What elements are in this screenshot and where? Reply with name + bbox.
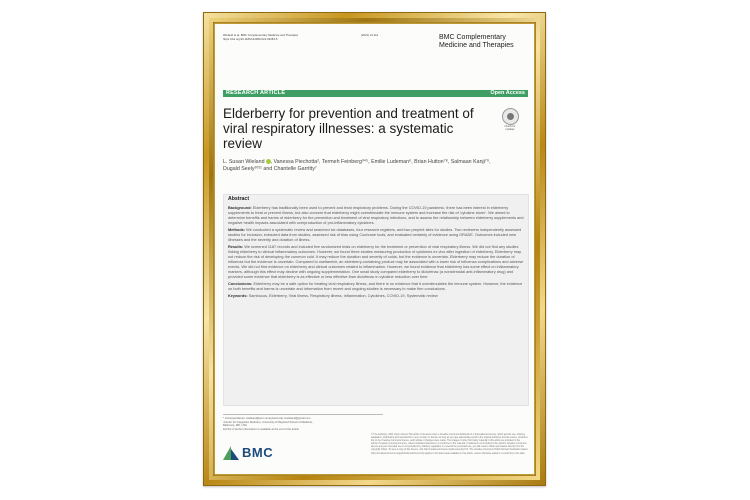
doi-link[interactable]: https://doi.org/10.1186/s12906-021-03283-5 [223, 36, 278, 41]
check-for-updates-icon [502, 108, 519, 125]
bmc-logo-icon [223, 446, 240, 460]
gold-picture-frame [203, 12, 546, 486]
volume-pages: (2021) 21:112 [361, 33, 379, 37]
background-text: Elderberry has traditionally been used to prevent and treat respiratory problems. During the COVID-19 pandemic, there has been interest in elderberry supplements to treat or prevent illness, but also concern that elderberry might overstimulate the immune system and increase the risk of 'cytokine storm'. We aimed to determine benefits and harms of elderberry for the prevention and treatment of viral respiratory infections, and to assess the relationship between elderberry supplements and negative health impacts associated with overproduction of pro-inflammatory cytokines. [228, 206, 524, 226]
conclusions-text: Elderberry may be a safe option for treating viral respiratory illness, and there is no evidence that it overstimulates the immune system. However, the evidence on both benefits and harms is uncertain and information from recent and ongoing studies is necessary to make firm conclusions. [228, 282, 523, 292]
badge-line1: Check for [504, 125, 516, 128]
article-title: Elderberry for prevention and treatment of viral respiratory illnesses: a systematic review [223, 106, 474, 151]
abstract-heading: Abstract [228, 196, 250, 202]
abstract-results [228, 245, 524, 281]
conclusions-label: Conclusions: [228, 282, 253, 287]
license-text: © The Author(s). 2021 Open Access This article is licensed under a Creative Commons Attribution 4.0 International License, which permits use, sharing, adaptation, distribution and reproduction in any medium or format, as long as you give appropriate credit to the original author(s) and the source, provide a link to the Creative Commons licence, and indicate if changes were made. The images or other third party material in this article are included in the article's Creative Commons licence, unless indicated otherwise in a credit line to the material. If material is not included in the article's Creative Commons licence and your intended use is not permitted by statutory regulation or exceeds the permitted use, you will need to obtain permission directly from the copyright holder. To view a copy of this licence, visit http://creativecommons.org/licenses/by/4.0/. The Creative Commons Public Domain Dedication waiver (http://creativecommons.org/publicdomain/zero/1.0/) applies to the data made available in this article, unless otherwise stated in a credit line to the data. [371, 434, 528, 455]
bmc-logo [223, 446, 293, 460]
author-list-line2: Dugald Seely¹⁰¹¹ and Chantelle Garritty⁷ [223, 166, 317, 172]
abstract-conclusions [228, 282, 524, 292]
abstract-box [223, 194, 529, 406]
background-label: Background: [228, 206, 252, 210]
journal-name-line2: Medicine and Therapies [439, 42, 514, 49]
frame-molding [209, 18, 540, 480]
abstract-methods [228, 228, 524, 243]
article-type-label: RESEARCH ARTICLE [226, 90, 286, 96]
affiliation-line2: Baltimore, MD, USA [223, 424, 248, 428]
abstract-body [228, 206, 524, 301]
keywords-label: Keywords: [228, 293, 248, 298]
results-text: We screened 1187 records and included five randomized trials on elderberry for the treatment or prevention of viral respiratory illness. We did not find any studies linking elderberry to clinical inflammatory outcomes. However, we found three studies measuring production of cytokines ex vivo after ingestion of elderberry. Elderberry may not reduce the risk of developing the common cold. It may reduce the duration and severity of colds, but the evidence is uncertain. Elderberry may reduce the duration of influenza but the evidence is uncertain. Compared to oseltamivir, an elderberry-containing product may be associated with a lower risk of influenza complications and adverse events. We did not find evidence on elderberry and clinical outcomes related to inflammation. However, we found evidence that elderberry has some effect on inflammatory markers, although this effect may decline with ongoing supplementation. One small study compared elderberry to diclofenac (a nonsteroidal anti-inflammatory drug) and provided some evidence that elderberry is as effective or less effective than diclofenac in cytokine reduction over time. [228, 244, 524, 280]
corresponding-author: L. Susan Wieland [223, 159, 265, 165]
open-access-label: Open Access [490, 90, 525, 96]
check-for-updates-label [499, 125, 521, 131]
article-type-banner [223, 90, 528, 97]
abstract-keywords [228, 294, 524, 299]
author-list [223, 159, 513, 173]
methods-text: We conducted a systematic review and searched six databases, four research registers, and two preprint sites for studies. Two reviewers independently assessed studies for inclusion, extracted data from studies, assessed risk of bias using Cochrane tools, and evaluated certainty of evidence using GRADE. Outcomes included new illnesses and the severity and duration of illness. [228, 227, 522, 243]
keywords-text: Sambucus, Elderberry, Viral illness, Respiratory illness, Inflammation, Cytokines, COVID-19, Systematic review [248, 293, 438, 298]
journal-name-line1: BMC Complementary [439, 34, 506, 41]
frame-lip [213, 22, 536, 476]
methods-label: Methods: [228, 227, 246, 232]
author-list-rest: , Vanessa Piechotta², Termeh Feinberg³⁴⁵, Emilie Ludeman⁶, Brian Hutton⁷⁸, Salmaan Kanji⁷⁹, [270, 159, 491, 165]
check-for-updates-badge[interactable] [499, 108, 521, 134]
author-info-note: Full list of author information is available at the end of the article [223, 427, 299, 431]
affiliation-line1: ¹Center for Integrative Medicine, University of Maryland School of Medicine, [223, 420, 313, 424]
badge-line2: updates [505, 128, 515, 131]
bmc-logo-text: BMC [242, 445, 274, 460]
footnotes [223, 414, 383, 431]
results-label: Results: [228, 244, 244, 249]
journal-name [439, 34, 527, 50]
correspondence-email[interactable]: * Correspondence: swieland@som.umaryland.edu; lswieland@gmail.com [223, 417, 311, 420]
paper-page [215, 24, 534, 474]
citation-line: Wieland et al. BMC Complementary Medicine and Therapies [223, 33, 299, 37]
abstract-background [228, 206, 524, 226]
